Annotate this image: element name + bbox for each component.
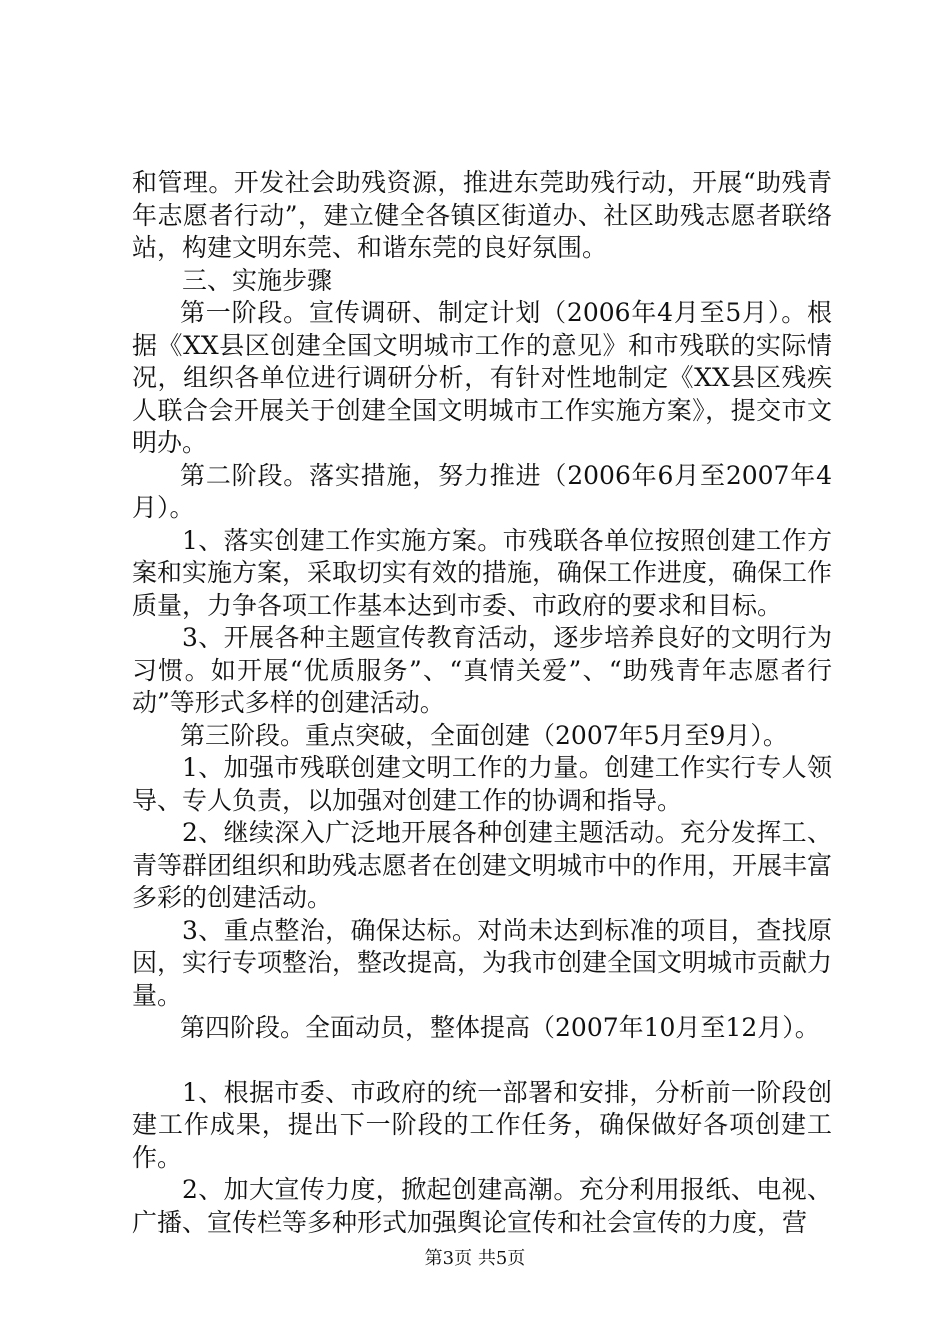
paragraph-intro-continued: 和管理。开发社会助残资源，推进东莞助残行动，开展“助残青年志愿者行动”，建立健全各镇区街道办、社区助残志愿者联络站，构建文明东莞、和谐东莞的良好氛围。: [132, 168, 832, 262]
section-heading-implementation-steps: 三、实施步骤: [182, 265, 333, 295]
paragraph-stage-four-item-1: 1、根据市委、市政府的统一部署和安排，分析前一阶段创建工作成果，提出下一阶段的工作任务，确保做好各项创建工作。: [132, 1077, 832, 1172]
paragraph-stage-two: 第二阶段。落实措施，努力推进（2006年6月至2007年4月）。: [132, 460, 832, 522]
paragraph-stage-four: 第四阶段。全面动员，整体提高（2007年10月至12月）。: [180, 1013, 820, 1042]
paragraph-stage-two-item-3: 3、开展各种主题宣传教育活动，逐步培养良好的文明行为习惯。如开展“优质服务”、“真情关爱”、“助残青年志愿者行动”等形式多样的创建活动。: [132, 623, 832, 717]
page-number-footer: 第3页 共5页: [424, 1248, 526, 1269]
paragraph-stage-two-item-1: 1、落实创建工作实施方案。市残联各单位按照创建工作方案和实施方案，采取切实有效的措施，确保工作进度，确保工作质量，力争各项工作基本达到市委、市政府的要求和目标。: [132, 525, 833, 620]
document-body: [132, 167, 832, 1239]
paragraph-stage-three-item-3: 3、重点整治，确保达标。对尚未达到标准的项目，查找原因，实行专项整治，整改提高，为我市创建全国文明城市贡献力量。: [132, 915, 833, 1010]
paragraph-stage-one: 第一阶段。宣传调研、制定计划（2006年4月至5月）。根据《XX县区创建全国文明城市工作的意见》和市残联的实际情况，组织各单位进行调研分析，有针对性地制定《XX县区残疾人联合会开展关于创建全国文明城市工作实施方案》，提交市文明办。: [132, 298, 832, 457]
paragraph-stage-four-item-2: 2、加大宣传力度，掀起创建高潮。充分利用报纸、电视、广播、宣传栏等多种形式加强舆论宣传和社会宣传的力度，营: [132, 1175, 832, 1237]
paragraph-stage-three: 第三阶段。重点突破，全面创建（2007年5月至9月）。: [180, 720, 788, 750]
paragraph-stage-three-item-1: 1、加强市残联创建文明工作的力量。创建工作实行专人领导、专人负责，以加强对创建工作的协调和指导。: [132, 753, 832, 815]
paragraph-stage-three-item-2: 2、继续深入广泛地开展各种创建主题活动。充分发挥工、青等群团组织和助残志愿者在创建文明城市中的作用，开展丰富多彩的创建活动。: [132, 818, 833, 912]
